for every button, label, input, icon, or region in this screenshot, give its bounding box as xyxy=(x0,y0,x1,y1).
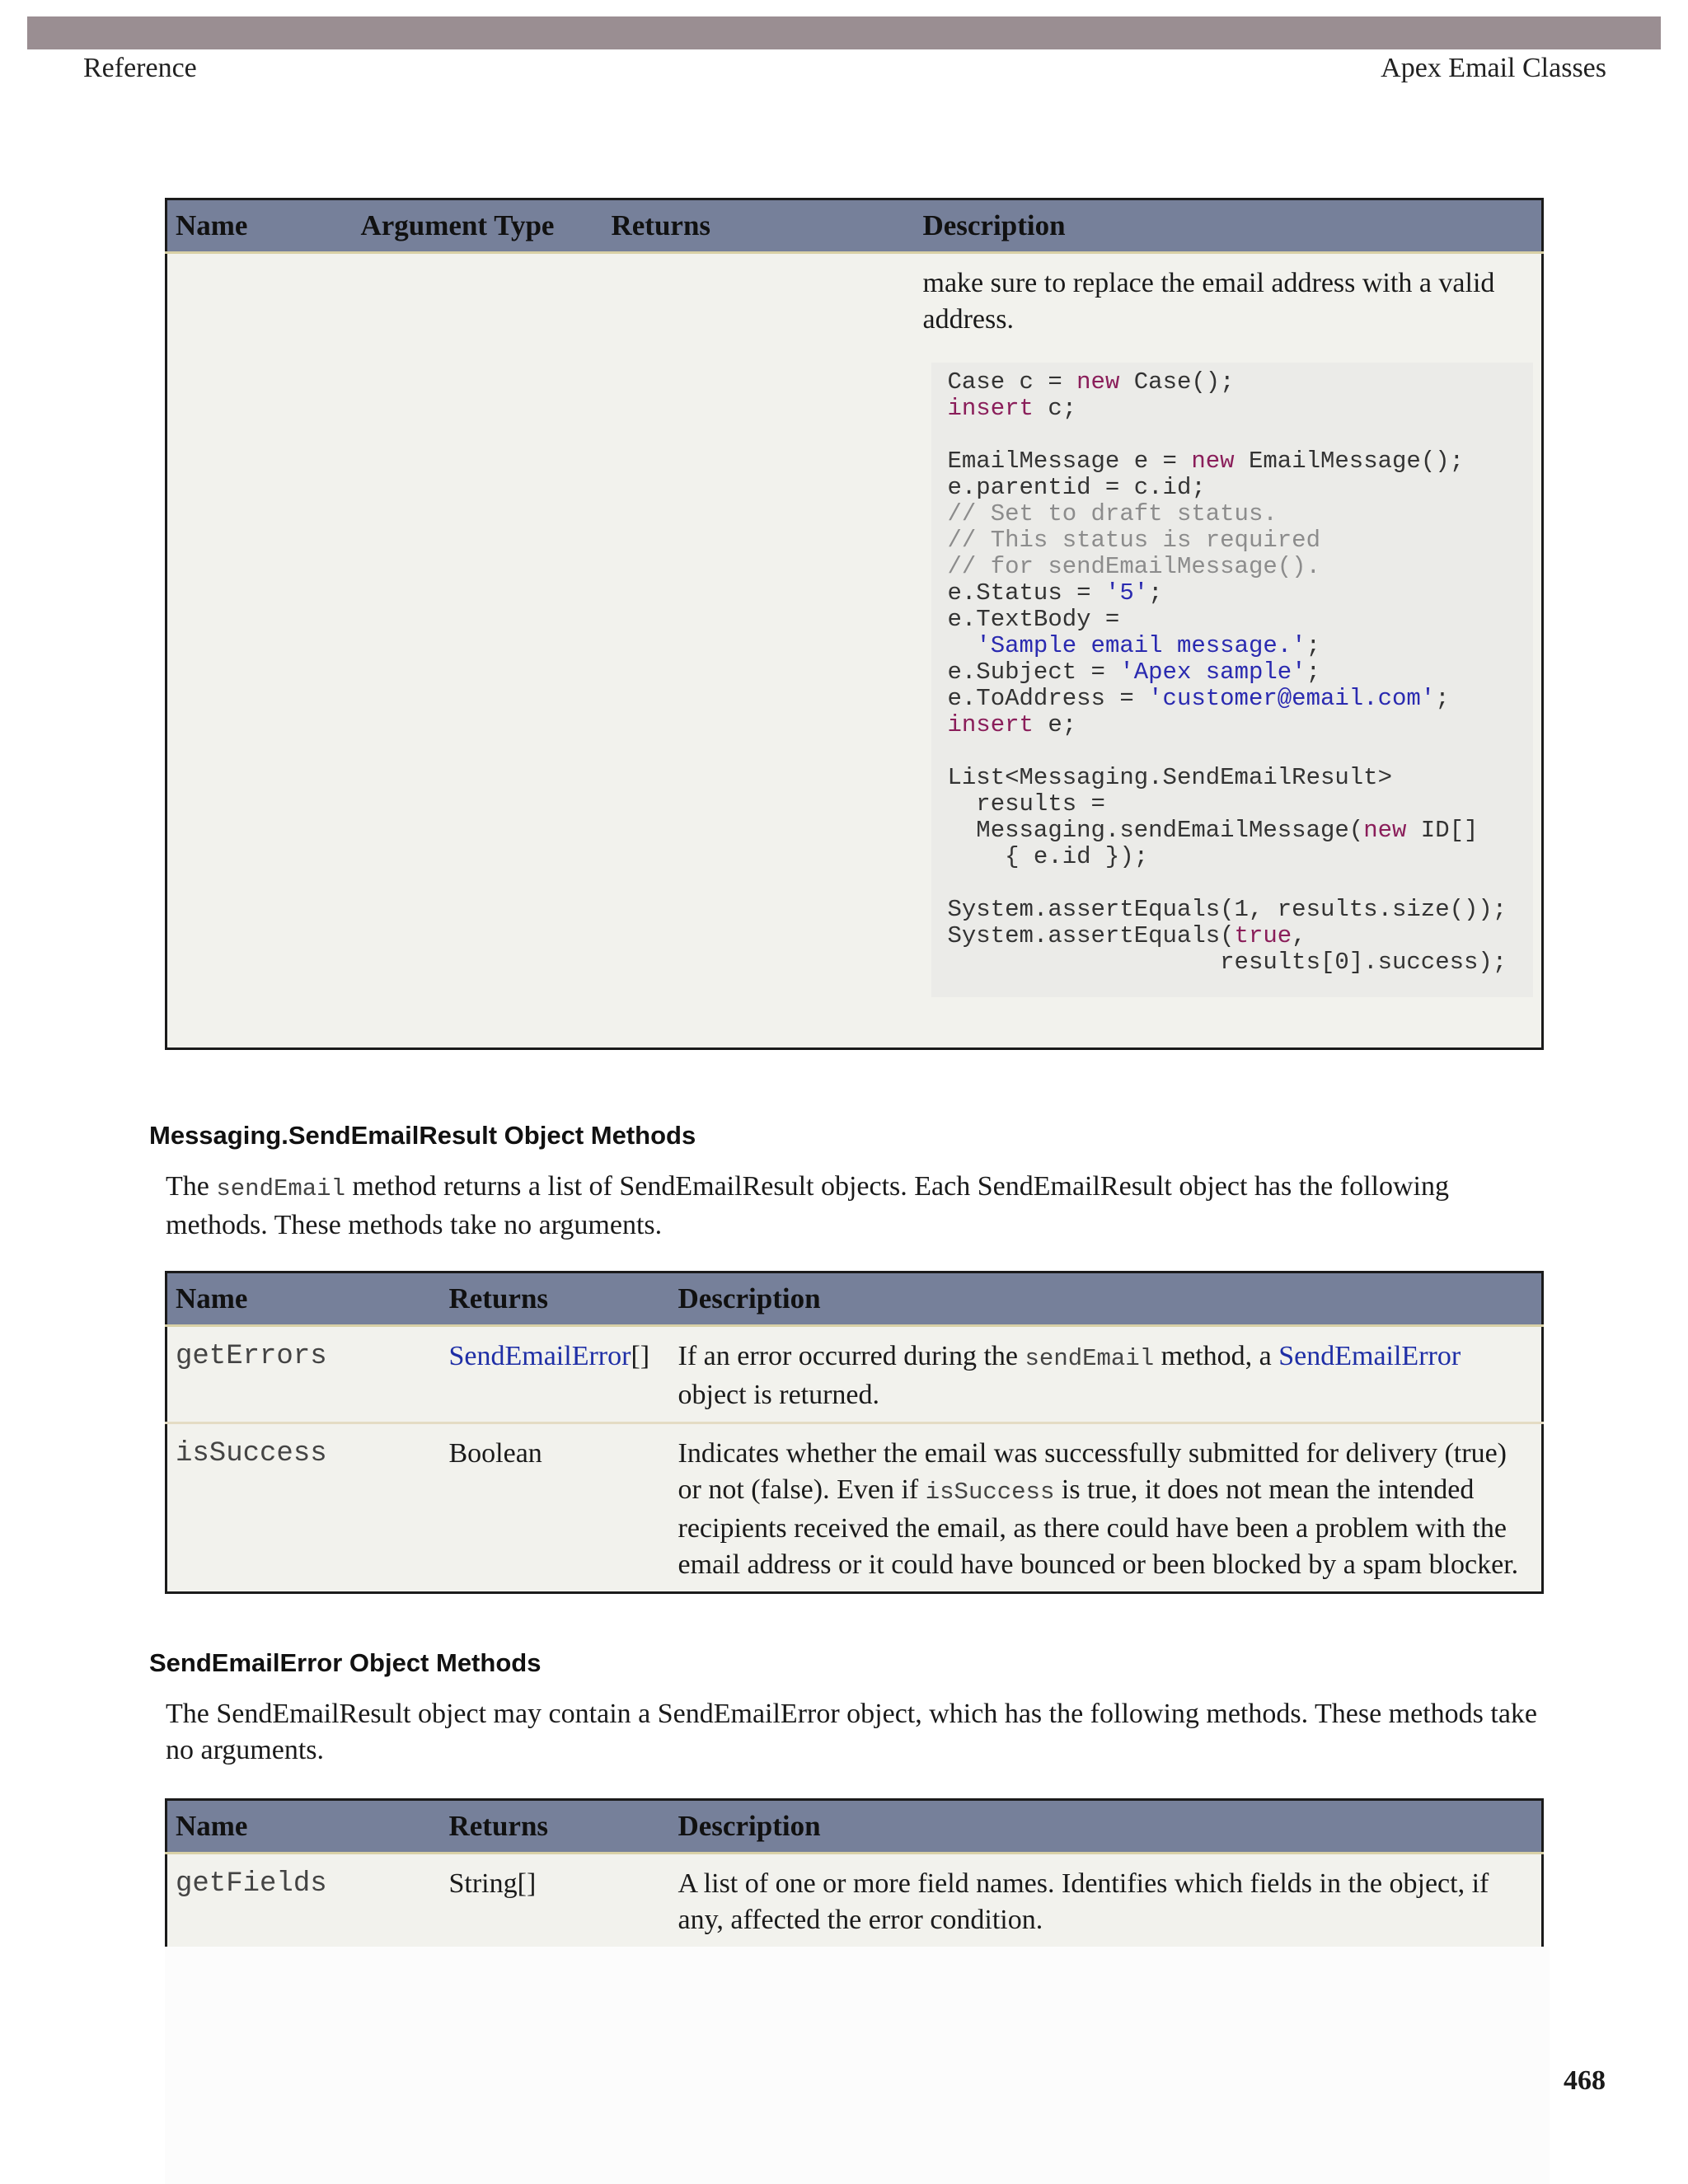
description-text: make sure to replace the email address with a valid address. xyxy=(922,268,1495,335)
cell-empty xyxy=(353,253,603,1049)
sendemailresult-methods-table xyxy=(165,1271,1544,1594)
method-description: Indicates whether the email was successfully submitted for delivery (true) or not (false). Even if isSuccess is true, it does not mean the intended recipients received the email, as there could have been a problem with the email address or it could have bounced or been blocked by a spam blocker. xyxy=(670,1423,1543,1593)
col-header-argument-type: Argument Type xyxy=(353,199,603,253)
method-description: A list of one or more field names. Identifies which fields in the object, if any, affected the error condition. xyxy=(678,1868,1489,1935)
method-returns: Boolean xyxy=(441,1423,670,1593)
method-name: getFields xyxy=(176,1868,327,1900)
table-row xyxy=(166,1326,1543,1423)
table-row xyxy=(166,1423,1543,1593)
method-name: isSuccess xyxy=(166,1423,441,1593)
sendemailerror-link[interactable]: SendEmailError xyxy=(1278,1341,1461,1371)
section-intro-sendemailerror: The SendEmailResult object may contain a SendEmailError object, which has the following methods. These methods take no arguments. xyxy=(166,1699,1538,1765)
page-number: 468 xyxy=(1564,2065,1606,2096)
code-sample: Case c = new Case(); insert c; EmailMessage e = new EmailMessage(); e.parentid = c.id; // Set to draft status. // This status is required // for sendEmailMessage(). e.Status = '5'; e.TextBody = 'Sample email message.'; e.Subject = 'Apex sample'; e.ToAddress = 'customer@email.com'; insert e; List<Messaging.SendEmailResult> results = Messaging.sendEmailMessage(new ID[] { e.id }); System.assertEquals(1, results.size()); System.assertEquals(true, results[0].success); xyxy=(931,363,1534,997)
top-header-bar xyxy=(27,16,1661,49)
inline-code: sendEmail xyxy=(216,1175,345,1202)
description-cell xyxy=(915,253,1543,1049)
method-description: If an error occurred during the sendEmail method, a SendEmailError object is returned. xyxy=(678,1341,1461,1410)
col-header-description: Description xyxy=(670,1272,1543,1326)
cell-empty xyxy=(166,253,353,1049)
page-bottom-fade xyxy=(165,1947,1550,2184)
method-table-continued xyxy=(165,198,1544,1050)
col-header-returns: Returns xyxy=(603,199,915,253)
col-header-description: Description xyxy=(670,1800,1543,1854)
section-heading-sendemailerror: SendEmailError Object Methods xyxy=(149,1648,542,1677)
col-header-name: Name xyxy=(166,199,353,253)
method-returns: String[] xyxy=(448,1868,537,1899)
running-header-right: Apex Email Classes xyxy=(1381,53,1606,83)
section-heading-sendemailresult: Messaging.SendEmailResult Object Methods xyxy=(149,1121,696,1150)
col-header-description: Description xyxy=(915,199,1543,253)
cell-empty xyxy=(603,253,915,1049)
col-header-name: Name xyxy=(166,1800,441,1854)
running-header-left: Reference xyxy=(83,53,197,83)
method-returns: SendEmailError[] xyxy=(448,1341,650,1371)
col-header-name: Name xyxy=(166,1272,441,1326)
table-row xyxy=(166,1854,1543,1947)
section-intro-sendemailresult: The sendEmail method returns a list of SendEmailResult objects. Each SendEmailResult object has the following methods. These methods take no arguments. xyxy=(166,1171,1449,1240)
method-name: getErrors xyxy=(176,1341,327,1372)
sendemailerror-methods-table xyxy=(165,1798,1544,1947)
col-header-returns: Returns xyxy=(441,1800,670,1854)
col-header-returns: Returns xyxy=(441,1272,670,1326)
sendemailerror-link[interactable]: SendEmailError xyxy=(448,1341,631,1371)
